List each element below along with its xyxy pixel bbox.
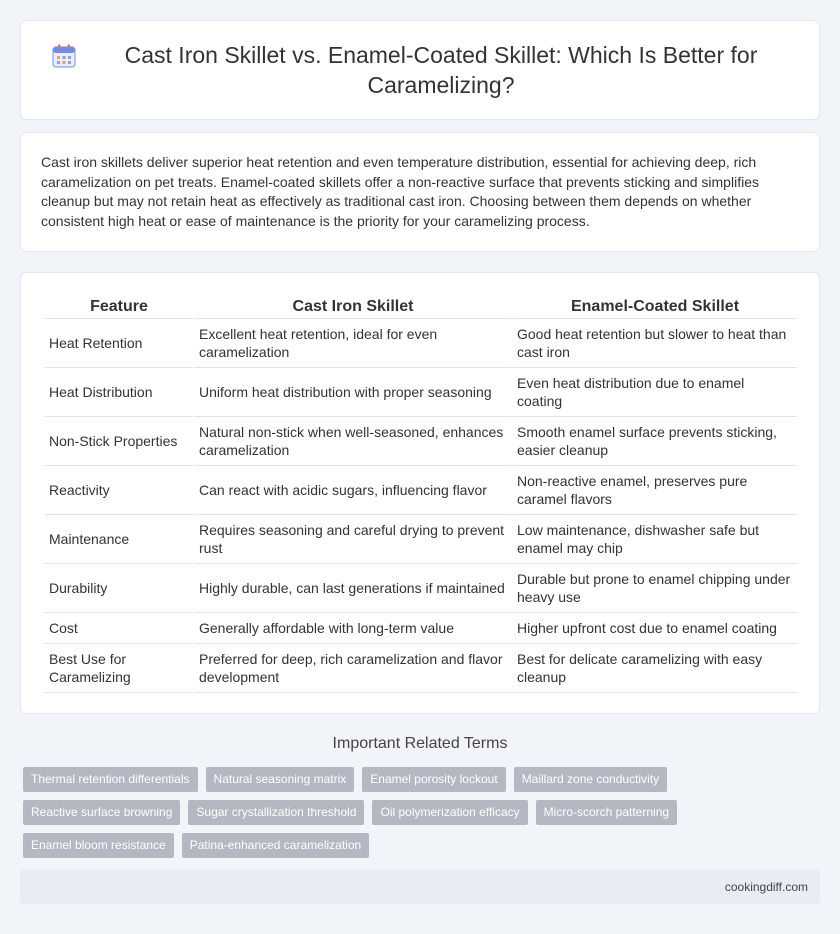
table-row — [45, 564, 797, 613]
related-term-tag[interactable]: Oil polymerization efficacy — [372, 800, 527, 825]
feature-cell: Durability — [45, 564, 193, 613]
intro-paragraph: Cast iron skillets deliver superior heat retention and even temperature distribution, essential for achieving deep, rich caramelization on pet treats. Enamel-coated skillets offer a non-reactive surface that prevents sticking and simplifies cleanup but may not retain heat as effectively as traditional cast iron. Choosing between them depends on whether consistent high heat or ease of maintenance is the priority for your caramelizing process. — [41, 154, 759, 229]
related-term-tag[interactable]: Patina-enhanced caramelization — [182, 833, 369, 858]
header-feature: Feature — [45, 295, 193, 319]
feature-cell: Best Use for Caramelizing — [45, 644, 193, 693]
related-term-tag[interactable]: Thermal retention differentials — [23, 767, 198, 792]
enamel-cell: Durable but prone to enamel chipping under heavy use — [513, 564, 797, 613]
related-term-tag[interactable]: Sugar crystallization threshold — [188, 800, 364, 825]
intro-card — [20, 132, 820, 252]
header-cast-iron: Cast Iron Skillet — [195, 295, 511, 319]
related-term-tag[interactable]: Maillard zone conductivity — [514, 767, 667, 792]
footer-site-link[interactable]: cookingdiff.com — [724, 880, 808, 894]
calendar-icon — [51, 43, 77, 69]
cast-iron-cell: Highly durable, can last generations if maintained — [195, 564, 511, 613]
table-row — [45, 417, 797, 466]
page-title: Cast Iron Skillet vs. Enamel-Coated Skillet: Which Is Better for Caramelizing? — [124, 42, 758, 98]
title-card — [20, 20, 820, 120]
cast-iron-cell: Preferred for deep, rich caramelization and flavor development — [195, 644, 511, 693]
cast-iron-cell: Natural non-stick when well-seasoned, enhances caramelization — [195, 417, 511, 466]
enamel-cell: Even heat distribution due to enamel coating — [513, 368, 797, 417]
cast-iron-cell: Excellent heat retention, ideal for even caramelization — [195, 319, 511, 368]
table-row — [45, 466, 797, 515]
feature-cell: Cost — [45, 613, 193, 644]
feature-cell: Non-Stick Properties — [45, 417, 193, 466]
feature-cell: Heat Distribution — [45, 368, 193, 417]
feature-cell: Heat Retention — [45, 319, 193, 368]
related-term-tag[interactable]: Micro-scorch patterning — [536, 800, 677, 825]
comparison-table-card — [20, 272, 820, 714]
cast-iron-cell: Requires seasoning and careful drying to prevent rust — [195, 515, 511, 564]
cast-iron-cell: Can react with acidic sugars, influencing flavor — [195, 466, 511, 515]
table-header-row — [45, 295, 797, 319]
related-terms-title: Important Related Terms — [332, 735, 508, 752]
footer — [20, 870, 820, 904]
enamel-cell: Best for delicate caramelizing with easy cleanup — [513, 644, 797, 693]
related-terms-list — [23, 767, 723, 858]
header-enamel: Enamel-Coated Skillet — [513, 295, 797, 319]
table-row — [45, 368, 797, 417]
related-term-tag[interactable]: Natural seasoning matrix — [206, 767, 355, 792]
table-row — [45, 515, 797, 564]
enamel-cell: Low maintenance, dishwasher safe but enamel may chip — [513, 515, 797, 564]
feature-cell: Maintenance — [45, 515, 193, 564]
enamel-cell: Good heat retention but slower to heat than cast iron — [513, 319, 797, 368]
feature-cell: Reactivity — [45, 466, 193, 515]
enamel-cell: Higher upfront cost due to enamel coating — [513, 613, 797, 644]
enamel-cell: Smooth enamel surface prevents sticking, easier cleanup — [513, 417, 797, 466]
comparison-table — [43, 295, 799, 693]
cast-iron-cell: Uniform heat distribution with proper seasoning — [195, 368, 511, 417]
related-term-tag[interactable]: Reactive surface browning — [23, 800, 180, 825]
related-term-tag[interactable]: Enamel bloom resistance — [23, 833, 174, 858]
table-row — [45, 319, 797, 368]
related-term-tag[interactable]: Enamel porosity lockout — [362, 767, 505, 792]
enamel-cell: Non-reactive enamel, preserves pure caramel flavors — [513, 466, 797, 515]
table-row — [45, 613, 797, 644]
cast-iron-cell: Generally affordable with long-term value — [195, 613, 511, 644]
table-row — [45, 644, 797, 693]
